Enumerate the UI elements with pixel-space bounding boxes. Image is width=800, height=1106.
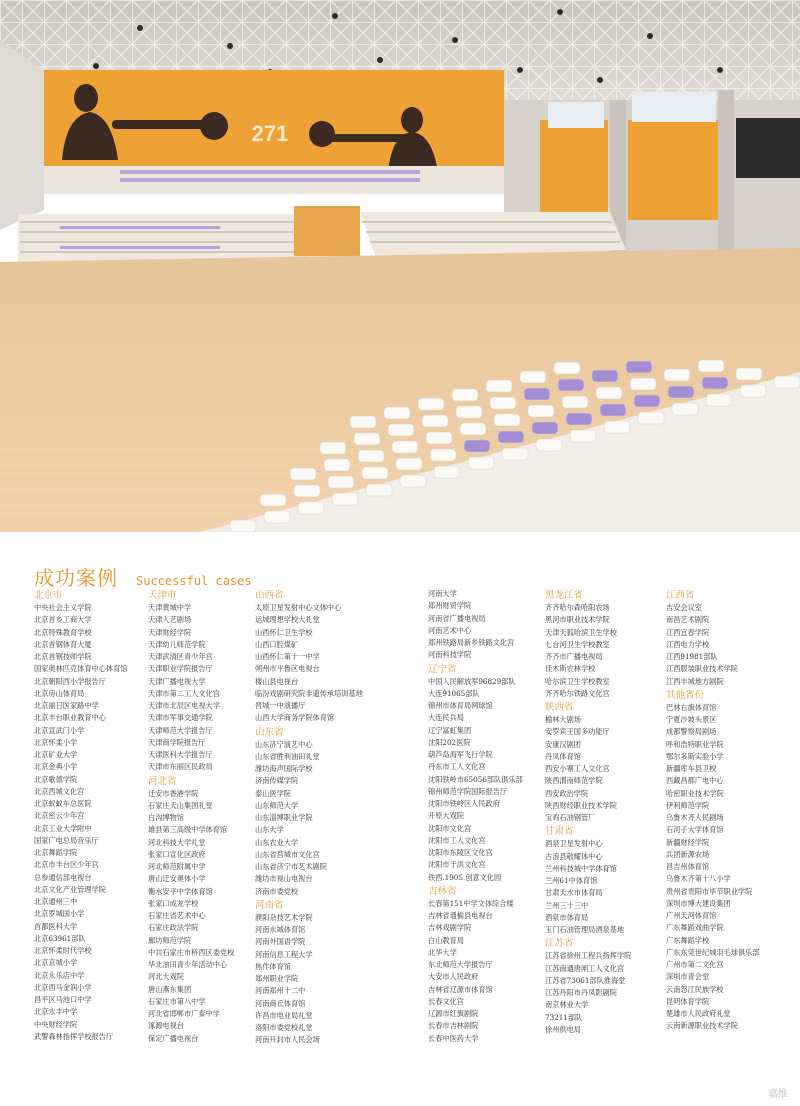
seat xyxy=(358,450,384,462)
case-item: 河南大学 xyxy=(428,589,457,598)
case-item: 长春中医药大学 xyxy=(428,1033,479,1043)
case-item: 东北师范大学报告厅 xyxy=(428,960,493,969)
region-heading: 河北省 xyxy=(148,775,177,787)
case-item: 大连91065部队 xyxy=(428,688,480,698)
case-item: 山西大学商务学院体育馆 xyxy=(255,713,335,723)
case-item: 濮阳杂技艺术学院 xyxy=(255,912,313,922)
case-item: 总参通信部电视台 xyxy=(34,872,92,882)
case-item: 兵团新源农场 xyxy=(666,849,710,859)
case-item: 河南科技学院 xyxy=(428,650,472,660)
case-item: 张家口成龙学校 xyxy=(148,898,199,908)
cases-column xyxy=(428,588,550,1045)
seat xyxy=(388,424,414,436)
seat xyxy=(328,476,354,488)
seat xyxy=(486,380,512,392)
seat xyxy=(532,422,558,434)
seat xyxy=(570,430,596,442)
case-item: 北京文化产业管理学院 xyxy=(34,884,106,894)
seat xyxy=(468,457,494,469)
case-item: 唐山燕东集团 xyxy=(148,984,192,994)
case-item: 江西服装职业技术学院 xyxy=(666,664,738,674)
case-item: 广州天河体育馆 xyxy=(666,911,717,920)
cases-column xyxy=(545,588,667,1036)
region-heading: 甘肃省 xyxy=(545,826,574,838)
case-item: 泰山医学院 xyxy=(255,788,291,798)
seat xyxy=(418,398,444,410)
seat xyxy=(498,431,524,443)
seat xyxy=(264,511,290,523)
case-item: 北京矿业大学 xyxy=(34,750,78,759)
case-item: 广东舞蹈学校 xyxy=(666,935,710,945)
case-item: 吉安会议室 xyxy=(666,603,702,612)
case-item: 兰州科技城中学体育馆 xyxy=(545,863,617,873)
case-item: 迁安市香港学院 xyxy=(148,788,199,798)
watermark: 嘉维 xyxy=(768,1089,788,1100)
seat xyxy=(464,440,490,452)
case-item: 佳木斯农林学校 xyxy=(545,664,596,674)
case-item: 巴林右旗体育馆 xyxy=(666,702,717,712)
seat xyxy=(294,485,320,497)
seat xyxy=(736,368,762,380)
case-item: 朔州市平鲁区电视台 xyxy=(255,664,320,674)
case-item: 国家奥林匹克体育中心体育馆 xyxy=(34,664,128,674)
case-item: 北京工业大学附中 xyxy=(34,823,92,833)
seat xyxy=(634,395,660,407)
case-item: 北京丰台职业教育中心 xyxy=(34,713,106,723)
case-item: 深圳市青会堂 xyxy=(666,972,710,982)
case-item: 天津黄城中学 xyxy=(148,603,192,612)
case-item: 天津广播电视大学 xyxy=(148,676,206,686)
case-item: 北京罗城国小学 xyxy=(34,909,85,919)
seat xyxy=(536,439,562,451)
cases-column xyxy=(666,588,788,1033)
case-item: 丹东市工人文化宫 xyxy=(428,762,486,772)
case-item: 首都医科大学 xyxy=(34,921,78,931)
seat xyxy=(332,493,358,505)
region-heading: 黑龙江省 xyxy=(545,590,584,601)
case-item: 石家庄省艺术中心 xyxy=(148,911,206,920)
case-item: 丹凤体育馆 xyxy=(545,751,581,761)
case-item: 北京特殊教育学校 xyxy=(34,627,92,637)
case-item: 石家庄政法学院 xyxy=(148,923,199,933)
case-item: 运城理想学校大礼堂 xyxy=(255,615,320,625)
case-item: 山东省莒城市文化宫 xyxy=(255,849,320,859)
case-item: 临汾戏剧研究院非遗传承培训基地 xyxy=(255,688,363,698)
case-item: 河北科技大学礼堂 xyxy=(148,837,206,847)
case-item: 郑州职业学院 xyxy=(255,974,299,983)
case-item: 晋城一中演播厅 xyxy=(255,701,306,710)
case-item: 酒泉卫星发射中心 xyxy=(545,839,603,849)
case-item: 天津武清区青少年宫 xyxy=(148,652,213,661)
case-item: 焦作体育馆 xyxy=(255,961,291,971)
region-heading: 山东省 xyxy=(255,726,284,738)
case-item: 河南艺术中心 xyxy=(428,625,472,635)
case-item: 锦州市体育局网球馆 xyxy=(428,701,493,710)
case-item: 山东济宁演艺中心 xyxy=(255,739,313,749)
cases-column xyxy=(148,588,270,1045)
case-item: 唐山迁安奥体小学 xyxy=(148,874,206,884)
case-item: 西安小寨工人文化宫 xyxy=(545,764,610,773)
seat xyxy=(298,502,324,514)
case-item: 北京金典小学 xyxy=(34,762,78,772)
case-item: 乌鲁木齐人民剧场 xyxy=(666,813,724,822)
seat xyxy=(320,442,346,454)
case-item: 铁西.1905.创意文化园 xyxy=(428,872,502,882)
case-item: 甘肃天水市体育局 xyxy=(545,888,603,898)
case-item: 乌鲁木齐第十八小学 xyxy=(666,874,731,884)
case-item: 北京首钢技师学院 xyxy=(34,652,92,661)
seat xyxy=(362,467,388,479)
seat xyxy=(672,403,698,415)
case-item: 河北师范附属中学 xyxy=(148,862,206,871)
case-item: 廊坊师范学院 xyxy=(148,935,192,945)
seat xyxy=(698,360,724,372)
case-item: 辽源市红旗剧院 xyxy=(428,1009,479,1018)
case-item: 华北油田青少年活动中心 xyxy=(148,960,228,969)
case-item: 云南新源职业技术学院 xyxy=(666,1021,738,1031)
seat xyxy=(630,378,656,390)
case-item: 昌吉州体育馆 xyxy=(666,862,710,871)
case-item: 哈密职业技术学院 xyxy=(666,788,724,798)
case-item: 白沟博物馆 xyxy=(148,813,184,822)
seat xyxy=(502,448,528,460)
seat xyxy=(554,362,580,374)
case-item: 许昌市电业局礼堂 xyxy=(255,1010,313,1020)
case-item: 南京林业大学 xyxy=(545,1000,589,1010)
seat xyxy=(230,520,256,532)
case-item: 北京朝阳西小学报告厅 xyxy=(34,676,106,686)
case-item: 长春文化宫 xyxy=(428,996,464,1006)
seat xyxy=(426,432,452,444)
section-title: 成功案例 xyxy=(34,566,118,590)
cases-column xyxy=(34,588,156,1043)
case-item: 山西口腔煤矿 xyxy=(255,639,299,649)
region-heading: 吉林省 xyxy=(428,885,457,897)
case-item: 长春第151中学文体综合楼 xyxy=(428,898,514,908)
region-heading: 陕西省 xyxy=(545,702,574,713)
seat xyxy=(604,421,630,433)
seat xyxy=(566,413,592,425)
case-item: 黑河市职业技术学院 xyxy=(545,615,610,625)
case-item: 北京首乡工商大学 xyxy=(34,615,92,625)
case-item: 玉门石油管理局酒泉基地 xyxy=(545,925,625,934)
case-item: 吉林戏剧学院 xyxy=(428,923,472,933)
seat xyxy=(638,412,664,424)
case-item: 河南外国语学院 xyxy=(255,937,306,947)
case-item: 山西怀仁卫生学校 xyxy=(255,627,313,637)
case-item: 昆明体育学院 xyxy=(666,996,710,1006)
case-item: 沈阳市铁岭区人民政府 xyxy=(428,799,500,808)
seat xyxy=(396,458,422,470)
case-item: 中央社会主义学院 xyxy=(34,603,92,612)
case-item: 河北大戏院 xyxy=(148,972,184,982)
seat xyxy=(422,415,448,427)
case-item: 昌平区马池口中学 xyxy=(34,995,92,1004)
seat xyxy=(558,379,584,391)
case-item: 郑州财贸学院 xyxy=(428,601,472,611)
case-item: 天津人艺剧场 xyxy=(148,615,192,625)
case-item: 山东农业大学 xyxy=(255,837,299,847)
case-item: 北京通州三中 xyxy=(34,897,78,906)
region-heading: 辽宁省 xyxy=(428,663,457,675)
case-item: 广东舞蹈戏曲学院 xyxy=(666,923,724,933)
case-item: 葫芦岛海军飞行学院 xyxy=(428,750,493,759)
case-item: 73211部队 xyxy=(545,1012,583,1022)
case-item: 新疆财经学院 xyxy=(666,837,710,847)
case-item: 鄂尔多斯实验小学 xyxy=(666,751,724,761)
seat xyxy=(350,416,376,428)
seat xyxy=(400,475,426,487)
section-header xyxy=(34,562,252,591)
case-item: 北京市丰台区少年宫 xyxy=(34,860,99,870)
case-item: 酒泉市体育局 xyxy=(545,912,589,922)
case-item: 天津财经学院 xyxy=(148,627,192,637)
seat xyxy=(494,414,520,426)
case-item: 广州市第二文化宫 xyxy=(666,960,724,969)
case-item: 天津市东丽区民政局 xyxy=(148,762,213,772)
case-item: 天津市北辰区电视大学 xyxy=(148,701,220,710)
case-item: 北京西马金润小学 xyxy=(34,982,92,992)
case-item: 保定广播电视台 xyxy=(148,1033,199,1043)
seat xyxy=(434,466,460,478)
case-item: 河南商丘体育馆 xyxy=(255,998,306,1008)
seat xyxy=(460,423,486,435)
seat xyxy=(392,441,418,453)
case-item: 济南市委党校 xyxy=(255,886,299,896)
case-item: 济南传媒学院 xyxy=(255,776,299,786)
case-item: 南昌艺术剧院 xyxy=(666,615,710,625)
case-item: 徐州供电局 xyxy=(545,1024,581,1034)
case-item: 开原大戏院 xyxy=(428,811,464,821)
case-item: 贵州省贵阳市毕节职业学院 xyxy=(666,886,753,896)
case-item: 成都警察局剧场 xyxy=(666,727,717,737)
case-item: 大安市人民政府 xyxy=(428,972,479,982)
case-item: 沈阳202医院 xyxy=(428,737,471,747)
case-item: 郑州铁路局新乡铁路文化宫 xyxy=(428,638,515,647)
case-item: 天津医科大学报告厅 xyxy=(148,750,213,759)
seat xyxy=(290,468,316,480)
gymnasium-photo xyxy=(0,0,800,532)
seat xyxy=(596,387,622,399)
case-item: 武警森林指挥学校报告厅 xyxy=(34,1031,114,1041)
case-item: 呼和浩特职业学院 xyxy=(666,739,724,749)
seat xyxy=(260,494,286,506)
case-item: 新疆库车县卫校 xyxy=(666,764,717,773)
case-item: 陕西渭南师范学院 xyxy=(545,776,603,786)
seat xyxy=(354,433,380,445)
case-item: 河南信息工程大学 xyxy=(255,949,313,959)
case-item: 伊利师范学院 xyxy=(666,800,710,810)
seat xyxy=(528,405,554,417)
case-item: 潍坊市视山电视台 xyxy=(255,874,313,884)
case-item: 北京首钢体育大厦 xyxy=(34,639,92,649)
case-item: 中共石家庄市桥西区委党校 xyxy=(148,947,235,957)
case-item: 沈阳市东陵区文化宫 xyxy=(428,848,493,857)
case-item: 天津天狐哈滨卫生学校 xyxy=(545,627,617,637)
case-item: 北京永丰中学 xyxy=(34,1007,78,1017)
case-item: 宝鸡石油钢管厂 xyxy=(545,813,596,822)
seat xyxy=(702,377,728,389)
case-item: 西藏昌都广电中心 xyxy=(666,776,724,786)
case-item: 锦州师范学院国际报告厅 xyxy=(428,786,508,796)
case-item: 沈阳市于洪文化宫 xyxy=(428,860,486,870)
seat xyxy=(626,361,652,373)
case-item: 河南省广播电视局 xyxy=(428,613,486,623)
case-item: 北京舞蹈学院 xyxy=(34,848,78,857)
case-item: 洛阳市委党校礼堂 xyxy=(255,1023,313,1032)
case-item: 河南郑州十二中 xyxy=(255,986,306,996)
seat xyxy=(600,404,626,416)
case-item: 齐齐哈尔铁路文化宫 xyxy=(545,688,610,698)
case-item: 北京密云少年宫 xyxy=(34,811,85,821)
case-item: 兰州三十三中 xyxy=(545,900,589,910)
case-item: 江苏省徐州工程兵指挥学院 xyxy=(545,951,632,961)
case-item: 古浪县敬耀体中心 xyxy=(545,851,603,861)
case-item: 北京蚁蚁车总医院 xyxy=(34,799,92,808)
case-item: 北京丽日医家路中学 xyxy=(34,701,99,710)
case-item: 辽宁富虹集团 xyxy=(428,725,472,735)
seat xyxy=(740,385,766,397)
case-item: 衡水安平中学体育馆 xyxy=(148,886,213,896)
case-item: 北京宣武门小学 xyxy=(34,725,85,735)
case-item: 江苏南通唐闸工人文化宫 xyxy=(545,963,625,973)
case-item: 北华大学 xyxy=(428,947,457,957)
case-item: 云南怒江民族学校 xyxy=(666,984,724,994)
case-item: 榆林大剧场 xyxy=(545,715,581,724)
seat xyxy=(430,449,456,461)
case-item: 山西怀仁第十一中学 xyxy=(255,652,320,661)
seat xyxy=(366,484,392,496)
case-item: 涿源电视台 xyxy=(148,1021,184,1031)
case-item: 太原卫星发射中心文体中心 xyxy=(255,603,342,612)
case-item: 楼山县电视台 xyxy=(255,676,299,686)
case-item: 白山教育局 xyxy=(428,935,464,945)
case-item: 河北省邯郸市广泰中学 xyxy=(148,1009,220,1018)
case-item: 石家庄天山集团礼堂 xyxy=(148,800,213,810)
case-item: 天津商学院报告厅 xyxy=(148,737,206,747)
case-item: 张家口宣化区政府 xyxy=(148,849,206,859)
case-item: 山东淄博职业学院 xyxy=(255,813,313,822)
region-heading: 山西省 xyxy=(255,590,284,601)
wall-number: 271 xyxy=(251,121,289,146)
case-item: 沈阳市工人文化宫 xyxy=(428,835,486,845)
seat xyxy=(520,371,546,383)
case-item: 安康汉剧团 xyxy=(545,739,581,749)
case-item: 中国人民解放军96829部队 xyxy=(428,676,516,686)
case-item: 河南永城体育馆 xyxy=(255,925,306,934)
case-item: 哈尔滨卫生学校教室 xyxy=(545,676,610,686)
seat xyxy=(774,376,800,388)
seat xyxy=(490,397,516,409)
region-heading: 北京市 xyxy=(34,590,63,601)
case-item: 江苏丹阳市丹凤影剧院 xyxy=(545,988,617,997)
case-item: 天津师范大学报告厅 xyxy=(148,725,213,735)
case-item: 兰州61中体育馆 xyxy=(545,876,598,885)
case-item: 山东省胜利油田礼堂 xyxy=(255,751,320,761)
case-item: 山东省济宁市艺术剧院 xyxy=(255,862,327,871)
case-item: 江西宜春学院 xyxy=(666,627,710,637)
case-item: 西安政治学院 xyxy=(545,788,589,798)
case-item: 沈阳铁岭市65056部队俱乐部 xyxy=(428,774,523,784)
case-item: 天津幼儿师范学院 xyxy=(148,639,206,649)
case-item: 中央财经学院 xyxy=(34,1019,78,1029)
case-item: 江西电力学校 xyxy=(666,639,710,649)
case-item: 齐齐哈尔森哈阳农场 xyxy=(545,603,610,612)
case-item: 雄县第三高级中学体育馆 xyxy=(148,825,228,835)
case-item: 山东大学 xyxy=(255,825,284,835)
case-item: 国家广电总局音乐厅 xyxy=(34,835,99,845)
case-item: 北京京城小学 xyxy=(34,958,78,968)
region-heading: 河南省 xyxy=(255,899,284,911)
case-item: 天津市军事交通学院 xyxy=(148,713,213,723)
case-item: 吉林省通榆县电视台 xyxy=(428,911,493,920)
seat xyxy=(384,407,410,419)
case-item: 深圳市博大建设集团 xyxy=(666,898,731,908)
region-heading: 江苏省 xyxy=(545,938,574,950)
seat xyxy=(706,394,732,406)
case-item: 江西91981部队 xyxy=(666,652,718,661)
case-item: 江苏省73061部队淮海堂 xyxy=(545,975,626,985)
seat xyxy=(562,396,588,408)
section-subtitle: Successful cases xyxy=(136,574,252,588)
case-item: 宁夏沙坡头景区 xyxy=(666,715,717,724)
seat xyxy=(456,406,482,418)
seat xyxy=(668,386,694,398)
seat xyxy=(324,459,350,471)
case-item: 北京永乐店中学 xyxy=(34,970,85,980)
seat xyxy=(664,369,690,381)
case-item: 江西丰城地方剧院 xyxy=(666,676,724,686)
case-item: 齐齐市广播电视局 xyxy=(545,652,603,661)
case-item: 楚雄市人民政府礼堂 xyxy=(666,1009,731,1018)
case-item: 大连民兵局 xyxy=(428,713,464,723)
case-item: 潍坊海声国际学校 xyxy=(255,764,313,773)
case-item: 北京歌德学院 xyxy=(34,774,78,784)
region-heading: 其他省份 xyxy=(666,689,705,701)
seat xyxy=(592,370,618,382)
case-item: 山东师范大学 xyxy=(255,800,299,810)
case-item: 广东东莞世纪城羽毛球俱乐部 xyxy=(666,947,760,957)
case-item: 天津职业学院报告厅 xyxy=(148,664,213,674)
seat xyxy=(524,388,550,400)
case-item: 河南开封市人民会场 xyxy=(255,1035,320,1045)
case-item: 北京63961部队 xyxy=(34,933,86,943)
case-item: 北京怀柔小学 xyxy=(34,737,78,747)
case-item: 沈阳市文化宫 xyxy=(428,823,472,833)
case-item: 石河子大学体育馆 xyxy=(666,825,724,835)
case-item: 吉林省辽源市体育馆 xyxy=(428,984,493,994)
case-item: 安罗宾王国多功能厅 xyxy=(545,727,610,737)
seat xyxy=(452,389,478,401)
cases-column xyxy=(255,588,377,1047)
case-item: 长春市吉林剧院 xyxy=(428,1021,479,1031)
case-item: 北京怀柔时代学校 xyxy=(34,946,92,955)
case-item: 天津市第二工人文化宫 xyxy=(148,688,220,698)
case-item: 陕西财经职业技术学院 xyxy=(545,800,617,810)
region-heading: 天津市 xyxy=(148,590,177,601)
case-item: 七台河卫生学校教室 xyxy=(545,639,610,649)
case-item: 北京房山体育局 xyxy=(34,688,85,698)
region-heading: 江西省 xyxy=(666,590,695,601)
case-item: 石家庄市第八中学 xyxy=(148,996,206,1006)
case-item: 北京西城文化宫 xyxy=(34,786,85,796)
